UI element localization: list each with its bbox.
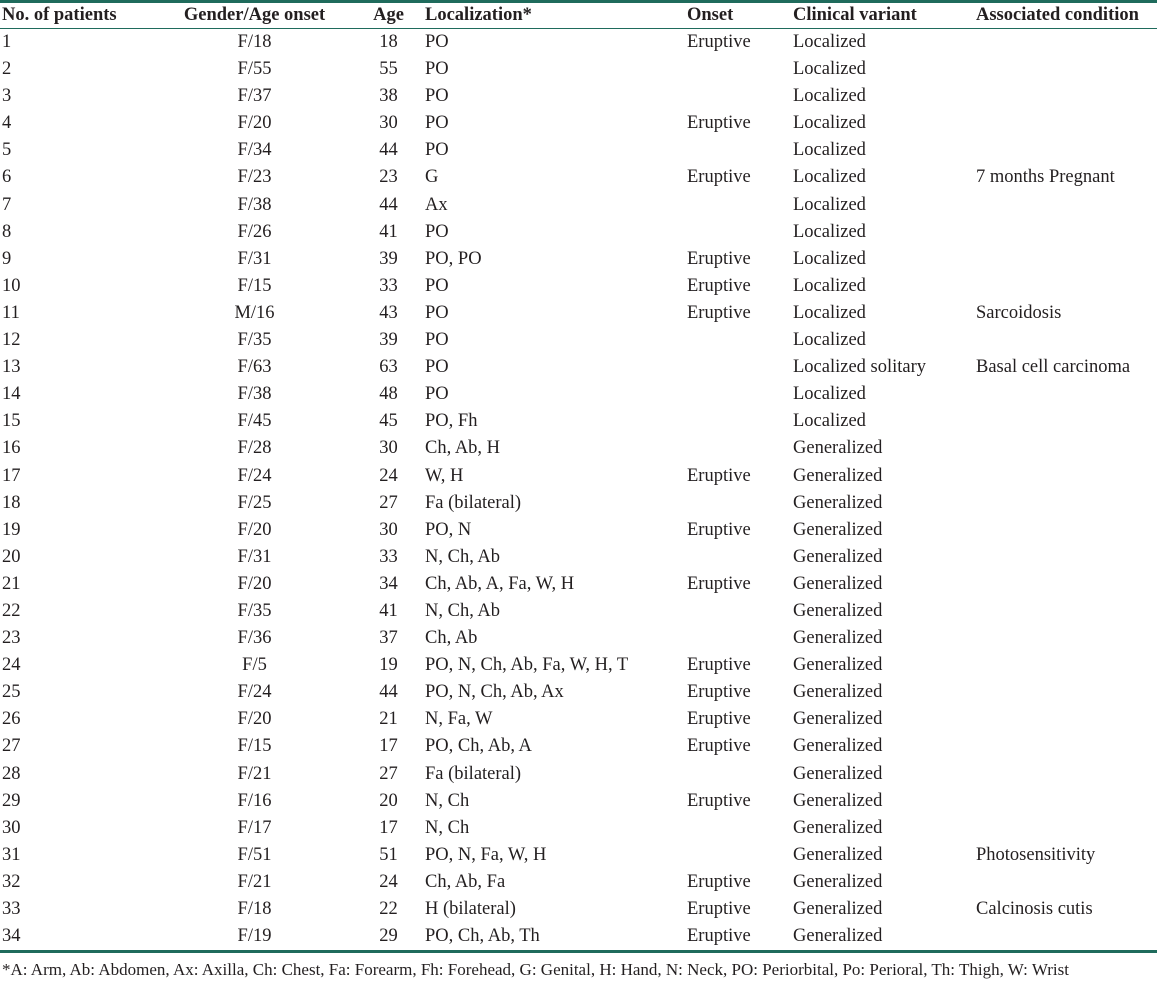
cell-associated-condition: Photosensitivity (976, 844, 1096, 865)
cell-patient-no: 12 (2, 330, 21, 351)
cell-clinical-variant: Generalized (793, 844, 883, 865)
cell-clinical-variant: Localized (793, 86, 866, 107)
cell-associated-condition (976, 788, 1157, 815)
cell-clinical-variant: Localized (793, 302, 866, 323)
cell-localization: PO, N, Fa, W, H (425, 844, 547, 865)
cell-age: 23 (379, 167, 398, 188)
cell-localization: Ch, Ab, A, Fa, W, H (425, 573, 575, 594)
cell-patient-no: 27 (2, 736, 21, 757)
cell-clinical-variant: Localized (793, 140, 866, 161)
cell-localization: PO, N, Ch, Ab, Fa, W, H, T (425, 655, 629, 676)
cell-clinical-variant: Generalized (793, 736, 883, 757)
cell-localization: H (bilateral) (425, 899, 516, 919)
cell-localization: PO (425, 59, 449, 80)
cell-clinical-variant: Generalized (793, 600, 883, 621)
cell-localization: N, Ch, Ab (425, 600, 501, 621)
cell-localization: PO (425, 330, 449, 351)
table-row (0, 571, 1157, 598)
cell-gender-age-onset: F/45 (237, 411, 272, 432)
cell-onset: Eruptive (687, 519, 751, 540)
cell-clinical-variant: Localized (793, 330, 866, 351)
cell-age: 41 (379, 221, 398, 242)
cell-onset (687, 490, 793, 517)
table-row (0, 598, 1157, 625)
cell-clinical-variant: Localized (793, 167, 866, 188)
table-row (0, 490, 1157, 517)
cell-patient-no: 13 (2, 357, 21, 378)
cell-patient-no: 16 (2, 438, 21, 459)
cell-associated-condition (976, 571, 1157, 598)
cell-localization: PO (425, 140, 449, 161)
cell-patient-no: 11 (2, 302, 20, 323)
cell-associated-condition (976, 435, 1157, 462)
cell-associated-condition (976, 273, 1157, 300)
cell-patient-no: 18 (2, 492, 21, 513)
cell-gender-age-onset: F/35 (237, 330, 272, 351)
cell-gender-age-onset: F/20 (237, 573, 272, 594)
header-age: Age (373, 5, 404, 25)
cell-associated-condition (976, 652, 1157, 679)
cell-associated-condition (976, 544, 1157, 571)
cell-patient-no: 3 (2, 86, 12, 107)
cell-associated-condition (976, 625, 1157, 652)
cell-age: 30 (379, 519, 398, 540)
table-row (0, 273, 1157, 300)
cell-localization: PO (425, 113, 449, 134)
header-localization: Localization* (425, 5, 532, 25)
cell-localization: PO (425, 221, 449, 242)
cell-onset (687, 544, 793, 571)
cell-onset (687, 219, 793, 246)
cell-age: 44 (379, 682, 398, 703)
cell-gender-age-onset: F/17 (237, 817, 272, 838)
cell-associated-condition (976, 815, 1157, 842)
cell-localization: W, H (425, 465, 464, 486)
cell-associated-condition: 7 months Pregnant (976, 167, 1115, 188)
cell-age: 21 (379, 709, 398, 730)
cell-clinical-variant: Localized (793, 384, 866, 405)
cell-onset: Eruptive (687, 248, 751, 269)
cell-onset (687, 56, 793, 83)
cell-localization: N, Ch (425, 817, 470, 838)
cell-age: 18 (379, 32, 398, 52)
table-row (0, 164, 1157, 191)
cell-localization: N, Fa, W (425, 709, 493, 730)
cell-onset: Eruptive (687, 465, 751, 486)
cell-gender-age-onset: F/21 (237, 763, 272, 784)
cell-associated-condition (976, 137, 1157, 164)
table-row (0, 354, 1157, 381)
header-gender-age-onset: Gender/Age onset (183, 5, 326, 25)
cell-gender-age-onset: F/20 (237, 519, 272, 540)
cell-age: 38 (379, 86, 398, 107)
cell-onset (687, 408, 793, 435)
table-row (0, 652, 1157, 679)
cell-onset: Eruptive (687, 790, 751, 811)
cell-age: 33 (379, 546, 398, 567)
cell-localization: PO, N (425, 519, 472, 540)
table-row (0, 625, 1157, 652)
cell-patient-no: 24 (2, 655, 21, 676)
cell-associated-condition: Basal cell carcinoma (976, 357, 1131, 378)
table-row (0, 517, 1157, 544)
cell-onset (687, 598, 793, 625)
cell-age: 63 (379, 357, 398, 378)
table-row (0, 679, 1157, 706)
cell-gender-age-onset: F/26 (237, 221, 272, 242)
cell-gender-age-onset: F/21 (237, 871, 272, 892)
cell-gender-age-onset: F/15 (237, 736, 272, 757)
cell-onset (687, 354, 793, 381)
cell-gender-age-onset: F/19 (237, 926, 272, 947)
cell-age: 43 (379, 302, 398, 323)
cell-age: 39 (379, 330, 398, 351)
cell-clinical-variant: Generalized (793, 546, 883, 567)
cell-localization: PO, Fh (425, 411, 478, 432)
cell-associated-condition (976, 381, 1157, 408)
table-row (0, 56, 1157, 83)
cell-localization: PO (425, 86, 449, 107)
cell-gender-age-onset: F/5 (242, 655, 267, 676)
cell-clinical-variant: Localized (793, 113, 866, 134)
cell-age: 17 (379, 736, 398, 757)
cell-localization: Ch, Ab, H (425, 438, 501, 459)
cell-patient-no: 21 (2, 573, 21, 594)
cell-clinical-variant: Localized (793, 194, 866, 215)
cell-localization: N, Ch, Ab (425, 546, 501, 567)
table-row (0, 788, 1157, 815)
cell-associated-condition (976, 408, 1157, 435)
header-clinical-variant: Clinical variant (793, 5, 917, 25)
header-row (0, 3, 1157, 28)
cell-gender-age-onset: F/28 (237, 438, 272, 459)
cell-age: 30 (379, 113, 398, 134)
header-associated-condition: Associated condition (976, 5, 1139, 25)
table-footnote: *A: Arm, Ab: Abdomen, Ax: Axilla, Ch: Chest, Fa: Forearm, Fh: Forehead, G: Genital, H: Hand, N: Neck, PO: Periorbital, Po: Perioral, Th: Thigh, W: Wrist (2, 960, 1069, 980)
cell-patient-no: 28 (2, 763, 21, 784)
cell-localization: Fa (bilateral) (425, 763, 522, 784)
cell-patient-no: 31 (2, 844, 21, 865)
cell-onset (687, 761, 793, 788)
cell-patient-no: 17 (2, 465, 21, 486)
cell-localization: PO, PO (425, 248, 482, 269)
cell-gender-age-onset: F/63 (237, 357, 272, 378)
cell-clinical-variant: Localized (793, 59, 866, 80)
table-row (0, 327, 1157, 354)
cell-gender-age-onset: F/15 (237, 275, 272, 296)
table-row (0, 219, 1157, 246)
cell-age: 33 (379, 275, 398, 296)
table-row (0, 435, 1157, 462)
cell-clinical-variant: Generalized (793, 573, 883, 594)
cell-gender-age-onset: F/55 (237, 59, 272, 80)
table-row (0, 300, 1157, 327)
cell-patient-no: 22 (2, 600, 21, 621)
cell-clinical-variant: Generalized (793, 709, 883, 730)
cell-gender-age-onset: F/23 (237, 167, 272, 188)
table-row (0, 29, 1157, 56)
cell-localization: Ax (425, 194, 448, 215)
table-row (0, 192, 1157, 219)
cell-patient-no: 30 (2, 817, 21, 838)
cell-patient-no: 14 (2, 384, 21, 405)
cell-age: 45 (379, 411, 398, 432)
table-row (0, 706, 1157, 733)
cell-patient-no: 19 (2, 519, 21, 540)
cell-age: 37 (379, 628, 398, 649)
cell-patient-no: 29 (2, 790, 21, 811)
cell-gender-age-onset: F/20 (237, 709, 272, 730)
cell-gender-age-onset: F/34 (237, 140, 272, 161)
cell-age: 41 (379, 600, 398, 621)
cell-associated-condition (976, 517, 1157, 544)
cell-clinical-variant: Localized (793, 32, 866, 52)
cell-localization: PO, Ch, Ab, Th (425, 926, 540, 947)
cell-clinical-variant: Generalized (793, 763, 883, 784)
cell-onset (687, 842, 793, 869)
cell-age: 24 (379, 871, 398, 892)
cell-onset: Eruptive (687, 32, 751, 52)
cell-onset (687, 435, 793, 462)
cell-age: 34 (379, 573, 398, 594)
cell-patient-no: 34 (2, 926, 21, 947)
table-row (0, 83, 1157, 110)
table-row (0, 896, 1157, 923)
table-row (0, 761, 1157, 788)
cell-gender-age-onset: F/37 (237, 86, 272, 107)
cell-onset: Eruptive (687, 573, 751, 594)
cell-localization: G (425, 167, 439, 188)
cell-onset (687, 137, 793, 164)
cell-clinical-variant: Generalized (793, 628, 883, 649)
cell-gender-age-onset: F/36 (237, 628, 272, 649)
cell-onset (687, 625, 793, 652)
cell-associated-condition (976, 110, 1157, 137)
table-row (0, 137, 1157, 164)
cell-associated-condition (976, 246, 1157, 273)
cell-age: 29 (379, 926, 398, 947)
cell-clinical-variant: Localized (793, 248, 866, 269)
cell-gender-age-onset: F/38 (237, 194, 272, 215)
cell-associated-condition (976, 706, 1157, 733)
cell-localization: PO (425, 32, 449, 52)
cell-patient-no: 20 (2, 546, 21, 567)
cell-onset: Eruptive (687, 736, 751, 757)
patient-table (0, 3, 1157, 950)
cell-onset (687, 192, 793, 219)
cell-patient-no: 2 (2, 59, 12, 80)
cell-gender-age-onset: F/38 (237, 384, 272, 405)
cell-clinical-variant: Generalized (793, 899, 883, 919)
table-body (0, 29, 1157, 950)
cell-clinical-variant: Generalized (793, 926, 883, 947)
cell-associated-condition (976, 733, 1157, 760)
cell-age: 22 (379, 899, 398, 919)
cell-clinical-variant: Generalized (793, 655, 883, 676)
cell-patient-no: 33 (2, 899, 21, 919)
cell-patient-no: 10 (2, 275, 21, 296)
cell-patient-no: 5 (2, 140, 12, 161)
cell-associated-condition (976, 598, 1157, 625)
cell-onset (687, 381, 793, 408)
cell-onset: Eruptive (687, 655, 751, 676)
table-row (0, 110, 1157, 137)
cell-onset: Eruptive (687, 682, 751, 703)
cell-gender-age-onset: F/31 (237, 248, 272, 269)
cell-associated-condition (976, 29, 1157, 56)
cell-onset (687, 815, 793, 842)
cell-onset: Eruptive (687, 871, 751, 892)
cell-gender-age-onset: F/18 (237, 32, 272, 52)
table-row (0, 923, 1157, 950)
cell-patient-no: 15 (2, 411, 21, 432)
table-row (0, 815, 1157, 842)
cell-gender-age-onset: F/31 (237, 546, 272, 567)
cell-patient-no: 23 (2, 628, 21, 649)
table-row (0, 246, 1157, 273)
cell-age: 55 (379, 59, 398, 80)
cell-associated-condition (976, 83, 1157, 110)
cell-associated-condition (976, 56, 1157, 83)
cell-clinical-variant: Localized (793, 221, 866, 242)
cell-age: 17 (379, 817, 398, 838)
table-row (0, 381, 1157, 408)
cell-onset: Eruptive (687, 899, 751, 919)
cell-gender-age-onset: F/24 (237, 682, 272, 703)
cell-localization: Ch, Ab (425, 628, 478, 649)
cell-associated-condition (976, 327, 1157, 354)
table-row (0, 842, 1157, 869)
cell-localization: Ch, Ab, Fa (425, 871, 506, 892)
cell-patient-no: 7 (2, 194, 12, 215)
cell-clinical-variant: Generalized (793, 465, 883, 486)
cell-gender-age-onset: F/25 (237, 492, 272, 513)
cell-associated-condition (976, 490, 1157, 517)
cell-associated-condition: Sarcoidosis (976, 302, 1062, 323)
table-row (0, 544, 1157, 571)
cell-clinical-variant: Localized solitary (793, 357, 927, 378)
cell-patient-no: 26 (2, 709, 21, 730)
cell-gender-age-onset: F/51 (237, 844, 272, 865)
cell-localization: PO, N, Ch, Ab, Ax (425, 682, 564, 703)
cell-age: 44 (379, 140, 398, 161)
cell-clinical-variant: Generalized (793, 492, 883, 513)
cell-onset (687, 327, 793, 354)
cell-associated-condition (976, 923, 1157, 950)
cell-localization: N, Ch (425, 790, 470, 811)
cell-associated-condition (976, 192, 1157, 219)
cell-clinical-variant: Generalized (793, 682, 883, 703)
cell-localization: PO (425, 384, 449, 405)
cell-age: 27 (379, 763, 398, 784)
cell-onset (687, 83, 793, 110)
cell-clinical-variant: Generalized (793, 519, 883, 540)
cell-onset: Eruptive (687, 113, 751, 134)
cell-patient-no: 32 (2, 871, 21, 892)
cell-associated-condition (976, 679, 1157, 706)
cell-onset: Eruptive (687, 709, 751, 730)
cell-clinical-variant: Localized (793, 275, 866, 296)
cell-clinical-variant: Generalized (793, 438, 883, 459)
cell-patient-no: 25 (2, 682, 21, 703)
cell-age: 20 (379, 790, 398, 811)
cell-associated-condition: Calcinosis cutis (976, 899, 1093, 919)
cell-patient-no: 6 (2, 167, 12, 188)
cell-onset: Eruptive (687, 275, 751, 296)
cell-patient-no: 1 (2, 32, 12, 52)
cell-age: 19 (379, 655, 398, 676)
cell-onset: Eruptive (687, 167, 751, 188)
cell-patient-no: 9 (2, 248, 12, 269)
cell-age: 51 (379, 844, 398, 865)
table-row (0, 408, 1157, 435)
cell-onset: Eruptive (687, 926, 751, 947)
cell-age: 44 (379, 194, 398, 215)
cell-clinical-variant: Generalized (793, 790, 883, 811)
cell-localization: PO (425, 357, 449, 378)
cell-age: 48 (379, 384, 398, 405)
cell-gender-age-onset: M/16 (234, 302, 275, 323)
cell-gender-age-onset: F/16 (237, 790, 272, 811)
cell-gender-age-onset: F/20 (237, 113, 272, 134)
cell-age: 24 (379, 465, 398, 486)
cell-localization: PO, Ch, Ab, A (425, 736, 532, 757)
cell-age: 39 (379, 248, 398, 269)
cell-patient-no: 4 (2, 113, 12, 134)
cell-clinical-variant: Localized (793, 411, 866, 432)
cell-associated-condition (976, 761, 1157, 788)
cell-onset: Eruptive (687, 302, 751, 323)
cell-gender-age-onset: F/18 (237, 899, 272, 919)
cell-age: 27 (379, 492, 398, 513)
cell-patient-no: 8 (2, 221, 12, 242)
cell-clinical-variant: Generalized (793, 871, 883, 892)
header-no-of-patients: No. of patients (2, 5, 117, 25)
cell-gender-age-onset: F/35 (237, 600, 272, 621)
header-onset: Onset (687, 5, 734, 25)
table-row (0, 733, 1157, 760)
cell-localization: Fa (bilateral) (425, 492, 522, 513)
table-row (0, 869, 1157, 896)
cell-clinical-variant: Generalized (793, 817, 883, 838)
table-row (0, 463, 1157, 490)
cell-gender-age-onset: F/24 (237, 465, 272, 486)
cell-associated-condition (976, 869, 1157, 896)
cell-associated-condition (976, 463, 1157, 490)
cell-associated-condition (976, 219, 1157, 246)
cell-age: 30 (379, 438, 398, 459)
cell-localization: PO (425, 302, 449, 323)
cell-localization: PO (425, 275, 449, 296)
